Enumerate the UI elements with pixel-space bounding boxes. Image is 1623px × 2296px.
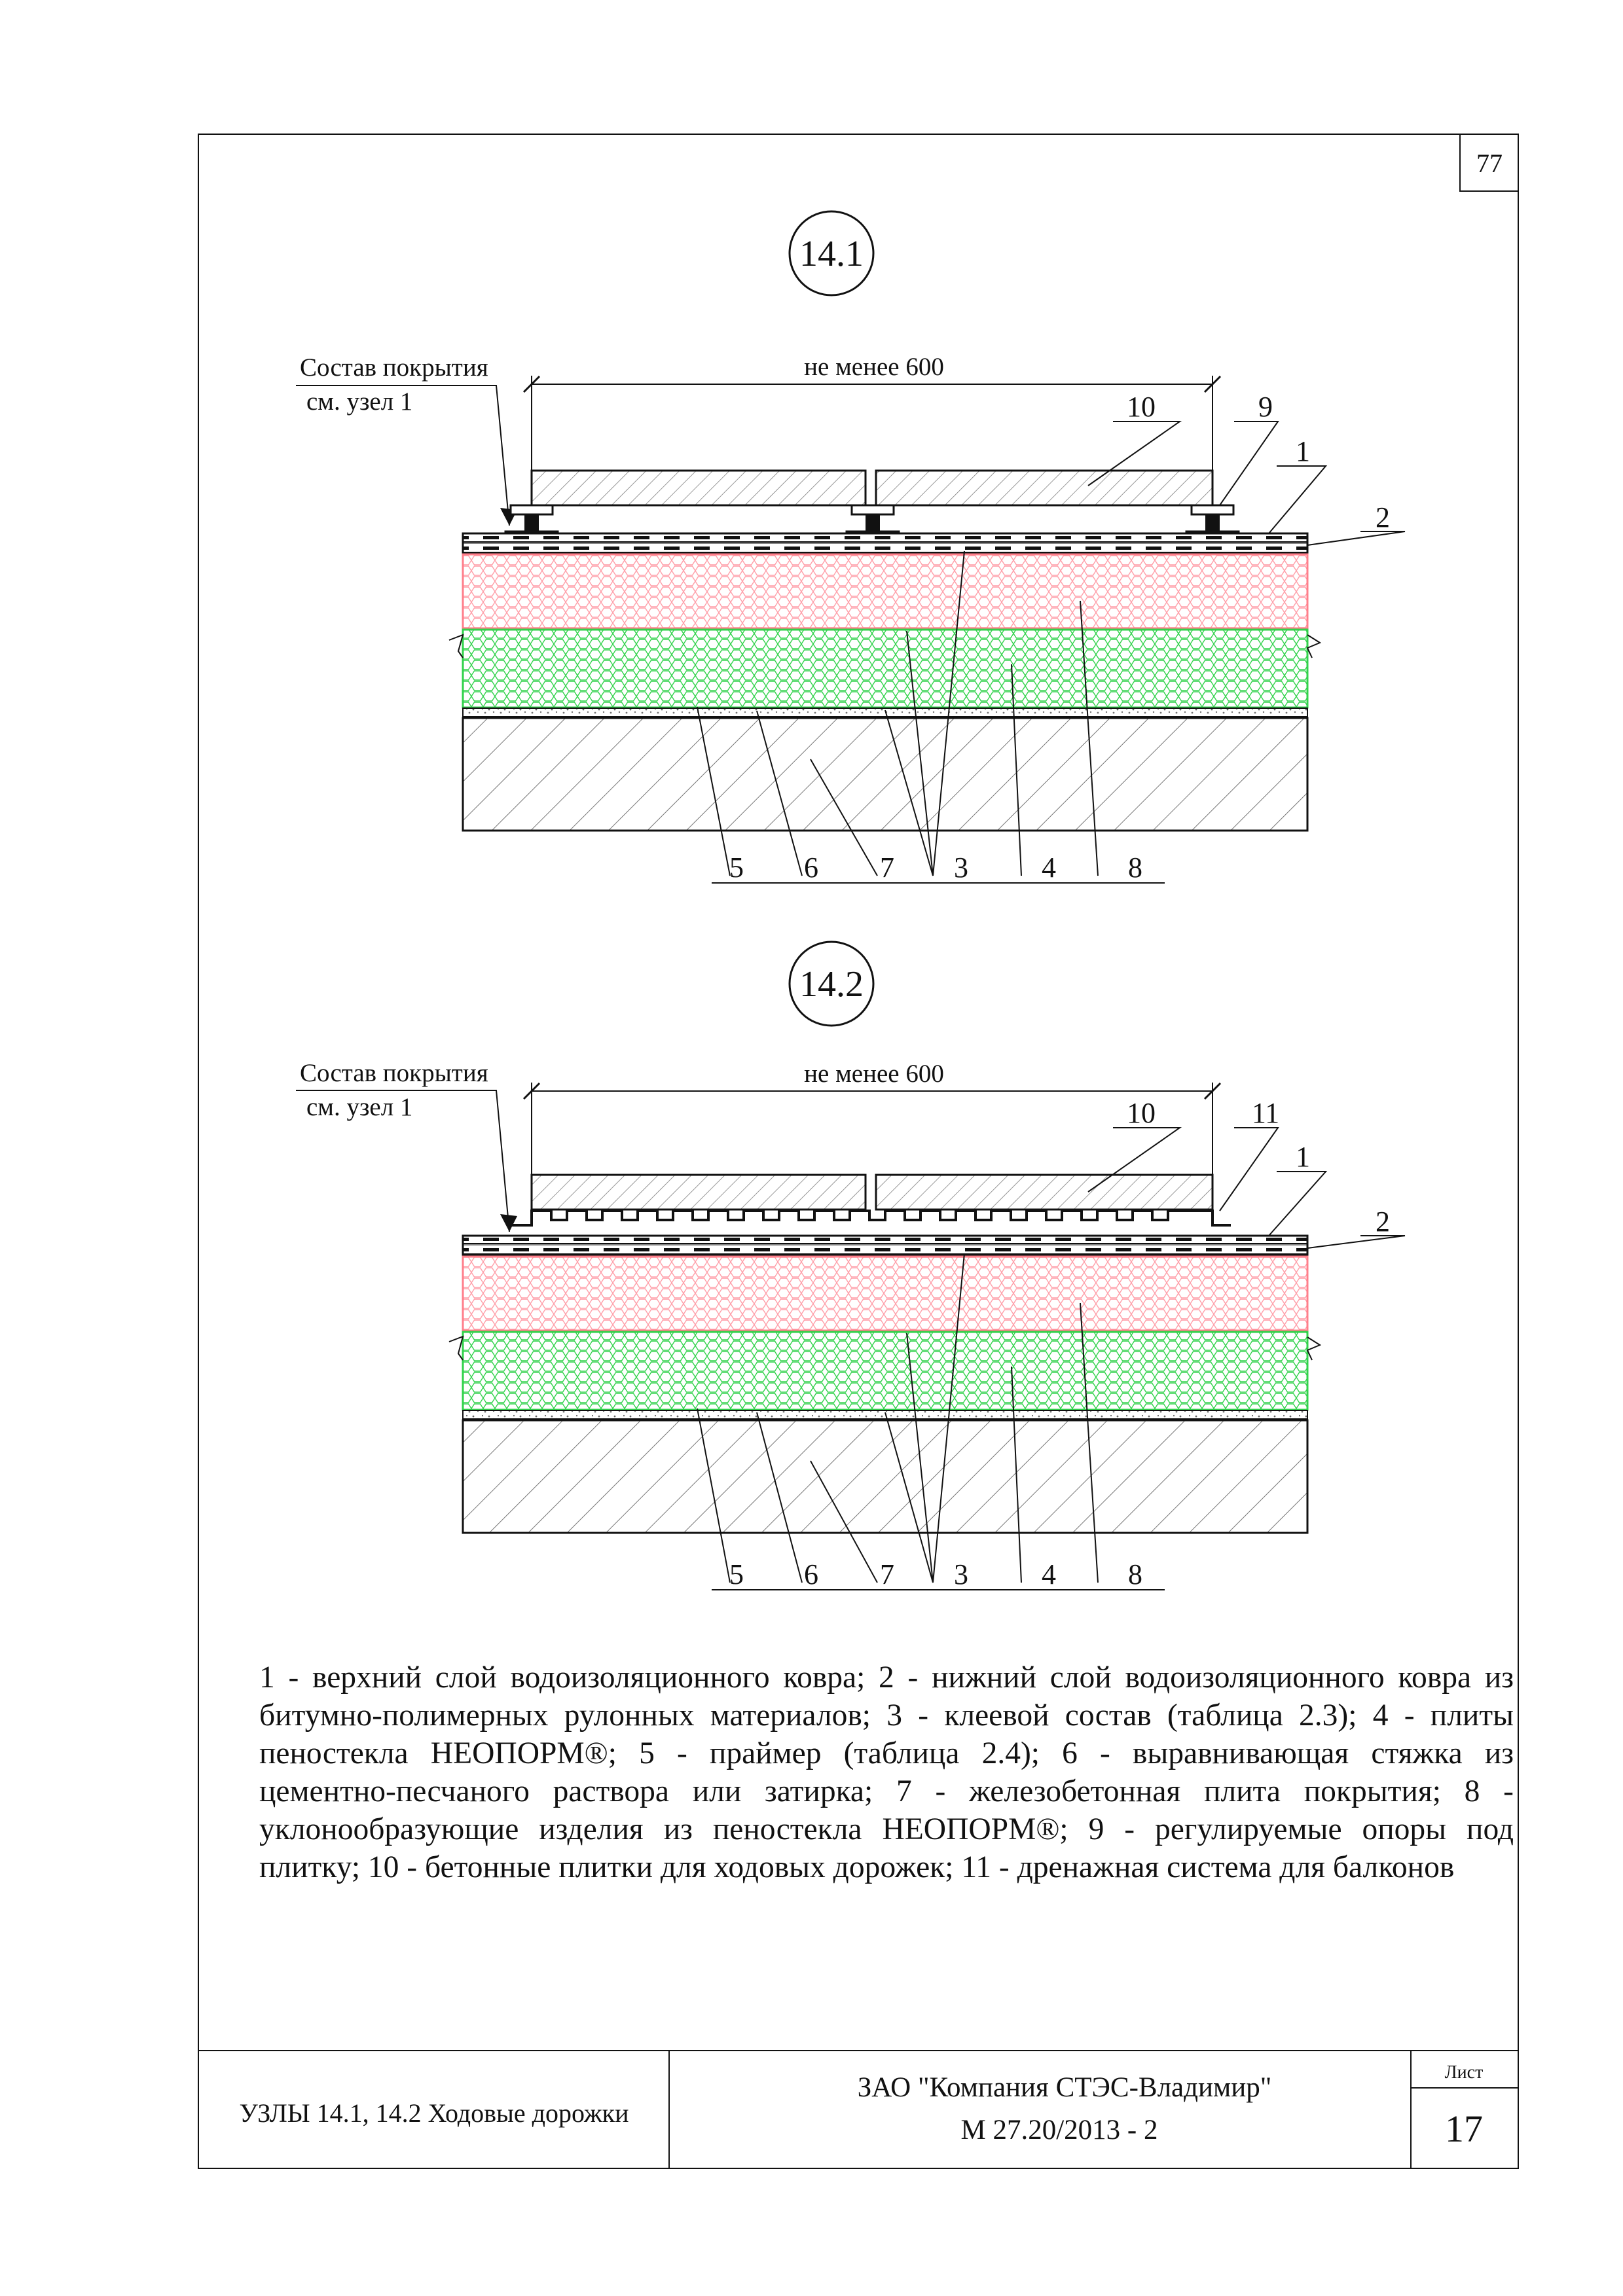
concrete-tile-left bbox=[532, 1175, 866, 1210]
legend-line: битумно-полимерных рулонных материалов; 3 - клеевой состав (таблица 2.3); 4 - плиты bbox=[259, 1698, 1514, 1732]
detail-14-2-label: 14.2 bbox=[799, 964, 864, 1005]
walkway-tiles bbox=[532, 471, 1213, 505]
callout-1: 1 bbox=[1296, 435, 1310, 467]
foamglass-board-layer bbox=[463, 630, 1307, 708]
title-block bbox=[198, 2051, 1518, 2168]
break-line-left bbox=[449, 1336, 463, 1360]
legend-line: плитку; 10 - бетонные плитки для ходовых дорожек; 11 - дренажная система для балконов bbox=[259, 1850, 1455, 1884]
break-line-right bbox=[1307, 1337, 1320, 1360]
waterproofing-membrane-layer bbox=[463, 1236, 1307, 1255]
callout-4: 4 bbox=[1042, 852, 1056, 884]
callout-3: 3 bbox=[954, 852, 968, 884]
callout-5: 5 bbox=[729, 852, 744, 884]
roof-layer-stack bbox=[449, 533, 1320, 831]
callout-8: 8 bbox=[1128, 852, 1142, 884]
composition-note-arrow bbox=[500, 1214, 517, 1232]
waterproofing-membrane-layer bbox=[463, 533, 1307, 553]
dimension-label: не менее 600 bbox=[804, 353, 944, 381]
top-sheet-number: 77 bbox=[1476, 149, 1503, 178]
legend-line: цементно-песчаного раствора или затирка; 7 - железобетонная плита покрытия; 8 - bbox=[259, 1774, 1514, 1808]
callout-8: 8 bbox=[1128, 1558, 1142, 1590]
top-callouts bbox=[1088, 1097, 1405, 1248]
top-callouts bbox=[1088, 391, 1405, 545]
composition-note-line-2: см. узел 1 bbox=[306, 1093, 413, 1121]
callout-7: 7 bbox=[880, 852, 894, 884]
dimension-label: не менее 600 bbox=[804, 1060, 944, 1088]
detail-14-2 bbox=[296, 942, 1405, 1590]
callout-3: 3 bbox=[954, 1558, 968, 1590]
drawing-title: УЗЛЫ 14.1, 14.2 Ходовые дорожки bbox=[239, 2098, 629, 2128]
sheet-number: 17 bbox=[1445, 2108, 1483, 2150]
callout-9: 9 bbox=[1258, 391, 1273, 423]
callout-4: 4 bbox=[1042, 1558, 1056, 1590]
concrete-tile-left bbox=[532, 471, 866, 505]
composition-note-line-1: Состав покрытия bbox=[300, 1059, 488, 1087]
company-name: ЗАО "Компания СТЭС-Владимир" bbox=[857, 2072, 1272, 2103]
callout-5: 5 bbox=[729, 1558, 744, 1590]
drainage-system-profile bbox=[511, 1211, 1231, 1225]
legend-line: пеностекла НЕОПОРМ®; 5 - праймер (таблица 2.4); 6 - выравнивающая стяжка из bbox=[259, 1736, 1514, 1770]
break-line-right bbox=[1307, 635, 1320, 658]
callout-6: 6 bbox=[804, 852, 818, 884]
reinforced-concrete-slab bbox=[463, 718, 1307, 831]
walkway-tiles bbox=[532, 1175, 1213, 1210]
callout-1: 1 bbox=[1296, 1141, 1310, 1173]
slope-forming-foamglass-layer bbox=[463, 1257, 1307, 1331]
slope-forming-foamglass-layer bbox=[463, 554, 1307, 628]
callout-11: 11 bbox=[1251, 1097, 1280, 1129]
detail-14-1-label: 14.1 bbox=[799, 234, 864, 274]
callout-2: 2 bbox=[1376, 1206, 1390, 1238]
document-code: М 27.20/2013 - 2 bbox=[960, 2115, 1158, 2145]
detail-14-1 bbox=[296, 211, 1405, 884]
foamglass-board-layer bbox=[463, 1332, 1307, 1410]
callout-2: 2 bbox=[1376, 501, 1390, 533]
break-line-left bbox=[449, 635, 463, 658]
legend-line: уклонообразующие изделия из пеностекла НЕОПОРМ®; 9 - регулируемые опоры под bbox=[259, 1812, 1514, 1846]
reinforced-concrete-slab bbox=[463, 1420, 1307, 1533]
composition-note-line-1: Состав покрытия bbox=[300, 353, 488, 382]
callout-6: 6 bbox=[804, 1558, 818, 1590]
callout-7: 7 bbox=[880, 1558, 894, 1590]
concrete-tile-right bbox=[876, 471, 1213, 505]
composition-note-line-2: см. узел 1 bbox=[306, 387, 413, 416]
roof-layer-stack bbox=[449, 1236, 1320, 1533]
legend-text bbox=[259, 1659, 1514, 1886]
sheet-label: Лист bbox=[1444, 2062, 1484, 2083]
legend-line: 1 - верхний слой водоизоляционного ковра; 2 - нижний слой водоизоляционного ковра из bbox=[259, 1660, 1514, 1695]
callout-10: 10 bbox=[1127, 391, 1156, 423]
concrete-tile-right bbox=[876, 1175, 1213, 1210]
callout-10: 10 bbox=[1127, 1097, 1156, 1129]
